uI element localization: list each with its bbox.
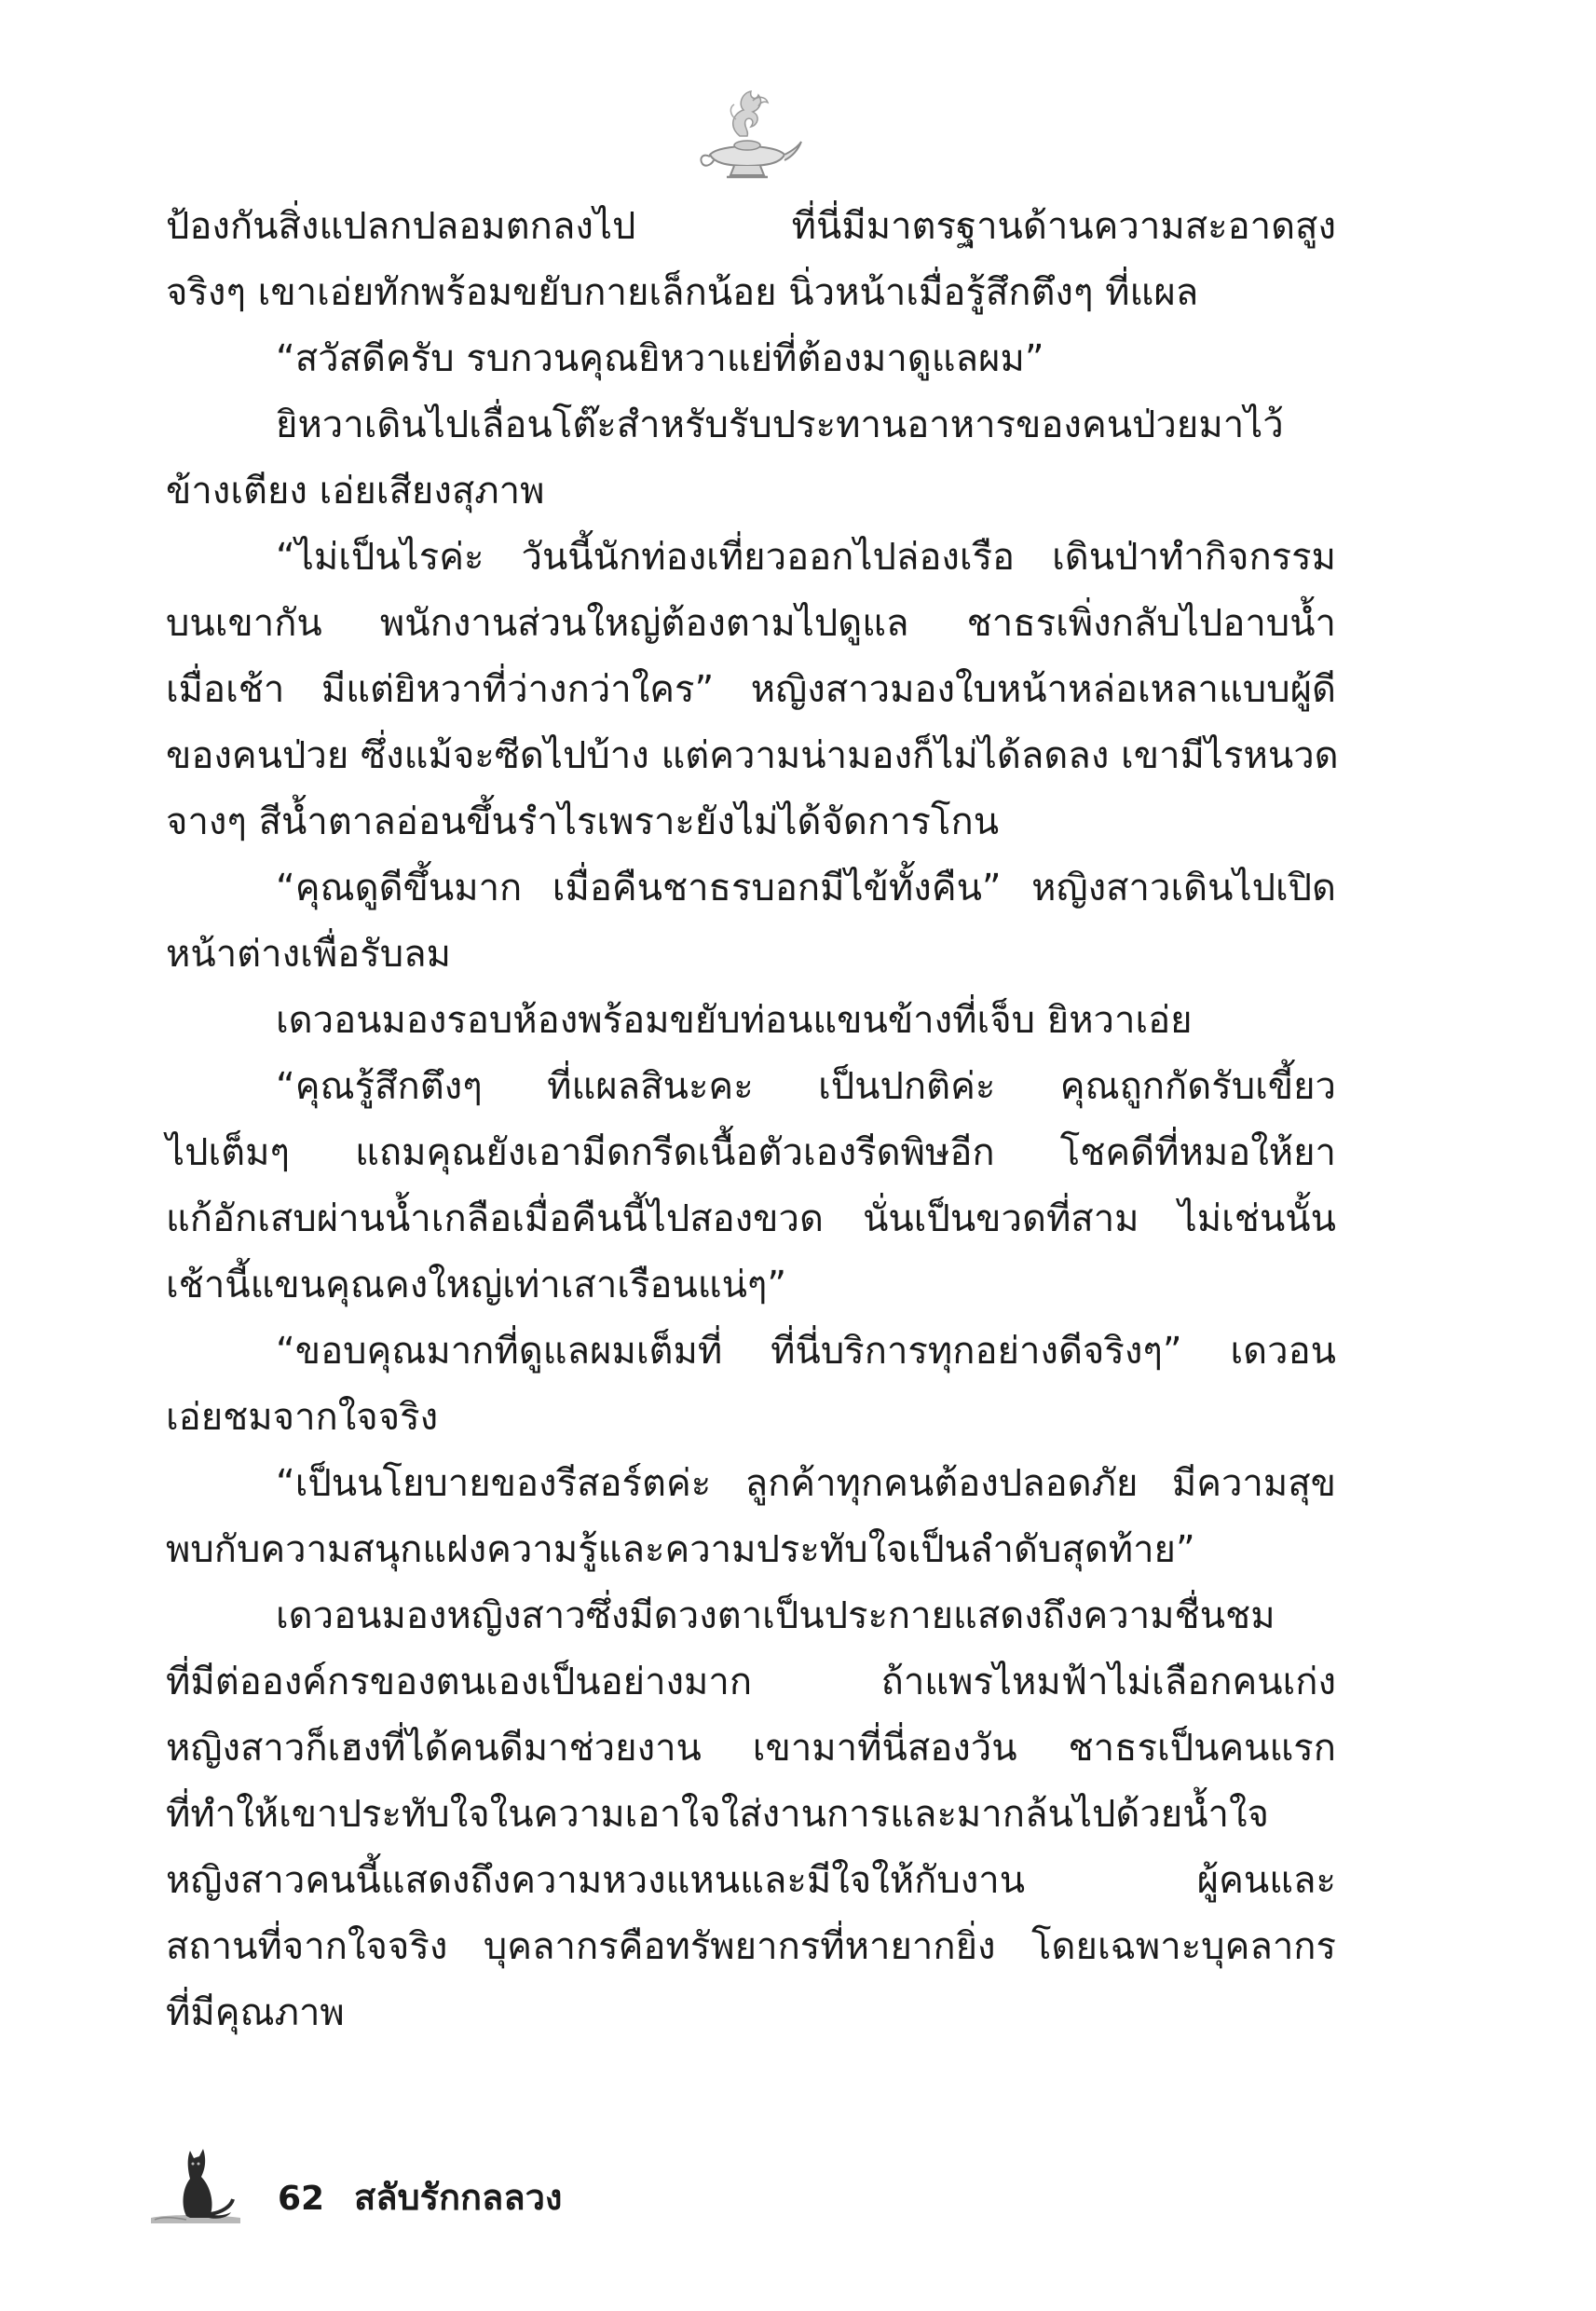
text-line: สถานที่จากใจจริง บุคลากรคือทรัพยากรที่หายากยิ่ง โดยเฉพาะบุคลากร (166, 1925, 1336, 1968)
black-cat-icon (149, 2132, 242, 2225)
text-line: แก้อักเสบผ่านน้ำเกลือเมื่อคืนนี้ไปสองขวด นั่นเป็นขวดที่สาม ไม่เช่นนั้น (166, 1197, 1336, 1240)
text-line: ที่ทำให้เขาประทับใจในความเอาใจใส่งานการและมากล้นไปด้วยน้ำใจ (166, 1793, 1269, 1836)
page-footer (149, 2132, 894, 2235)
story-text (166, 194, 1339, 2046)
text-line: “ไม่เป็นไรค่ะ วันนี้นักท่องเที่ยวออกไปล่องเรือ เดินป่าทำกิจกรรม (276, 536, 1336, 579)
text-line: “คุณรู้สึกตึงๆ ที่แผลสินะคะ เป็นปกติค่ะ คุณถูกกัดรับเขี้ยว (276, 1065, 1336, 1108)
text-line: จางๆ สีน้ำตาลอ่อนขึ้นรำไรเพราะยังไม่ได้จัดการโกน (166, 800, 1000, 843)
text-line: พบกับความสนุกแฝงความรู้และความประทับใจเป็นลำดับสุดท้าย” (166, 1528, 1195, 1571)
text-line: เอ่ยชมจากใจจริง (166, 1396, 439, 1439)
text-line: ไปเต็มๆ แถมคุณยังเอามีดกรีดเนื้อตัวเองรีดพิษอีก โชคดีที่หมอให้ยา (166, 1131, 1336, 1174)
text-line: ของคนป่วย ซึ่งแม้จะซีดไปบ้าง แต่ความน่ามองก็ไม่ได้ลดลง เขามีไรหนวด (166, 734, 1339, 777)
text-line: เช้านี้แขนคุณคงใหญ่เท่าเสาเรือนแน่ๆ” (166, 1264, 787, 1306)
book-title: สลับรักกลลวง (354, 2177, 563, 2218)
text-line: เดวอนมองหญิงสาวซึ่งมีดวงตาเป็นประกายแสดงถึงความชื่นชม (276, 1594, 1275, 1637)
text-line: “ขอบคุณมากที่ดูแลผมเต็มที่ ที่นี่บริการทุกอย่างดีจริงๆ” เดวอน (276, 1330, 1336, 1373)
text-line: ที่มีคุณภาพ (166, 1991, 345, 2034)
text-line: จริงๆ เขาเอ่ยทักพร้อมขยับกายเล็กน้อย นิ่วหน้าเมื่อรู้สึกตึงๆ ที่แผล (166, 271, 1199, 314)
text-line: ที่มีต่อองค์กรของตนเองเป็นอย่างมาก ถ้าแพรไหมฟ้าไม่เลือกคนเก่ง (166, 1661, 1336, 1703)
text-line: บนเขากัน พนักงานส่วนใหญ่ต้องตามไปดูแล ชาธรเพิ่งกลับไปอาบน้ำ (166, 602, 1336, 645)
text-line: “คุณดูดีขึ้นมาก เมื่อคืนชาธรบอกมีไข้ทั้งคืน” หญิงสาวเดินไปเปิด (276, 867, 1336, 909)
text-line: “สวัสดีครับ รบกวนคุณยิหวาแย่ที่ต้องมาดูแลผม” (276, 337, 1044, 380)
genie-lamp-icon (691, 82, 803, 185)
text-line: เดวอนมองรอบห้องพร้อมขยับท่อนแขนข้างที่เจ็บ ยิหวาเอ่ย (276, 999, 1193, 1042)
text-line: เมื่อเช้า มีแต่ยิหวาที่ว่างกว่าใคร” หญิงสาวมองใบหน้าหล่อเหลาแบบผู้ดี (166, 668, 1336, 711)
text-line: ป้องกันสิ่งแปลกปลอมตกลงไป ที่นี่มีมาตรฐานด้านความสะอาดสูง (166, 205, 1336, 248)
text-line: ข้างเตียง เอ่ยเสียงสุภาพ (166, 470, 545, 513)
text-line: หญิงสาวก็เฮงที่ได้คนดีมาช่วยงาน เขามาที่นี่สองวัน ชาธรเป็นคนแรก (166, 1727, 1336, 1770)
page-number: 62 (278, 2180, 325, 2218)
text-line: “เป็นนโยบายของรีสอร์ตค่ะ ลูกค้าทุกคนต้องปลอดภัย มีความสุข (276, 1462, 1336, 1505)
text-line: หน้าต่างเพื่อรับลม (166, 933, 451, 976)
text-line: ยิหวาเดินไปเลื่อนโต๊ะสำหรับรับประทานอาหารของคนป่วยมาไว้ (276, 403, 1284, 446)
text-line: หญิงสาวคนนี้แสดงถึงความหวงแหนและมีใจให้กับงาน ผู้คนและ (166, 1859, 1336, 1902)
